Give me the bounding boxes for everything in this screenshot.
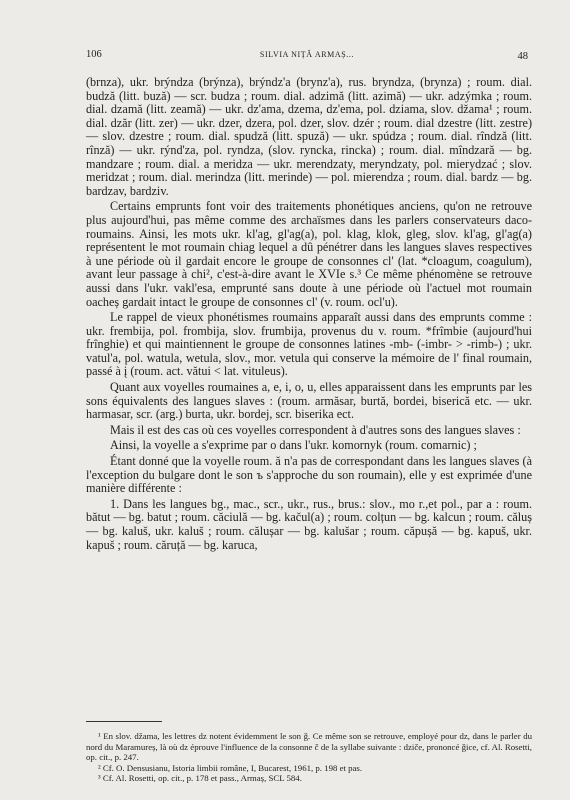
footnotes (86, 731, 532, 784)
paragraph-3: Le rappel de vieux phonétismes roumains apparaît aussi dans des emprunts comme : ukr. frembija, pol. frombija, slov. frumbija, provenus du v. roum. *frîmbie (aujourd'hui frînghie) et qui maintiennent le groupe de consonnes latines -mb- (-imbr- > -rimb-) ; ukr. vatul'a, pol. watula, wetula, slov., mor. vetula qui conserve la mémoire de l' final roumain, passé à į (roum. act. vătui < lat. vituleus). (86, 310, 532, 379)
footnote-separator (86, 721, 162, 722)
page-header (86, 49, 528, 63)
footnote-3: ³ Cf. Al. Rosetti, op. cit., p. 178 et pass., Armaș, SCL 584. (98, 773, 302, 784)
paragraph-5: Mais il est des cas où ces voyelles correspondent à d'autres sons des langues slaves : (110, 422, 521, 437)
body-text (86, 76, 532, 552)
running-title: SILVIA NIȚĂ ARMAȘ... (259, 50, 355, 59)
paragraph-4: Quant aux voyelles roumaines a, e, i, o, u, elles apparaissent dans les emprunts par les sons équivalents des langues slaves : (roum. armăsar, burtă, bordei, biserică etc. — ukr. harmasar, scr. (arg.) burta, ukr. bordej, scr. biserika ect. (86, 380, 532, 422)
paragraph-8: 1. Dans les langues bg., mac., scr., ukr., rus., brus.: slov., mo r.,et pol., par a : roum. bătut — bg. batut ; roum. căciulă — bg. kačul(a) ; roum. colțun — bg. kalcun ; roum. căluș — bg. kaluš, ukr. kaluš ; roum. călușar — bg. kalušar ; roum. căpușă — bg. kapuš, ukr. kapuš ; roum. căruță — bg. karuca, (86, 496, 532, 552)
right-page-number: 48 (517, 51, 528, 62)
left-page-number: 106 (86, 49, 102, 60)
paragraph-7: Étant donné que la voyelle roum. ă n'a pas de correspondant dans les langues slaves (à l'exception du bulgare dont le son ъ s'approche du son roumain), elle y est exprimée d'une manière différente : (86, 454, 532, 496)
paragraph-1: (brnza), ukr. brýndza (brýnza), brýndz'a (brynz'a), rus. bryndza, (brynza) ; roum. dial. budză (litt. buză) — scr. budza ; roum. dial. adzimă (litt. azimă) — ukr. adzýmka ; roum. dial. dzamă (litt. zeamă) — ukr. dz'ama, dzema, dz'ema, pol. dziama, slov. džama¹ ; roum. dial. dzăr (litt. zer) — ukr. dzer, dzera, pol. dzer, slov. dzér ; roum. dial dzestre (litt. zestre) — slov. dzestre ; roum. dial. spudză (litt. spuză) — ukr. spúdza ; roum. dial. rîndză (litt. rînză) — ukr. rýnd'za, pol. ryndza, (slov. ryncka, rincka) ; roum. dial. mîndzară — bg. mandzare ; roum. dial. a meridza — ukr. merendzaty, meryndzaty, pol. mierydzać ; slov. meridzat ; roum. dial. merindza (litt. merinde) — pol. mierendza ; roum. dial. bardz — bg. bardzav, bardziv. (86, 75, 532, 198)
footnote-1: ¹ En slov. džama, les lettres dz notent évidemment le son ǧ. Ce même son se retrouve, employé pour dz, dans le parler du nord du Maramureș, là où dz éprouve l'influence de la consonne č de la syllabe suivante : dziče, prononcé ǧice, cf. Al. Rosetti, op. cit., p. 247. (86, 731, 532, 763)
paragraph-6: Ainsi, la voyelle a s'exprime par o dans l'ukr. komornyk (roum. comarnic) ; (110, 438, 477, 453)
paragraph-2: Certains emprunts font voir des traitements phonétiques anciens, qu'on ne retrouve plus aujourd'hui, pas même comme des archaïsmes dans les parlers conservateurs daco-roumains. Ainsi, les mots ukr. kl'ag, gl'ag(a), pol. klag, klok, gleg, slov. kl'ag, gl'ag(a) représentent le mot roumain chiag lequel a dû pénétrer dans les langues slaves respectives à une période où il gardait encore le groupe de consonnes cl' (lat. *cloagum, coagulum), avant leur passage à chi², c'est-à-dire avant le XVIe s.³ Ce même phénomène se retrouve aussi dans l'ukr. vakl'esa, emprunté sans doute à une période où l'actuel mot roumain oacheș gardait intact le groupe de consonnes cl' (v. roum. ocl'u). (86, 199, 532, 309)
footnote-2: ² Cf. O. Densusianu, Istoria limbii române, I, Bucarest, 1961, p. 198 et pas. (98, 762, 363, 773)
